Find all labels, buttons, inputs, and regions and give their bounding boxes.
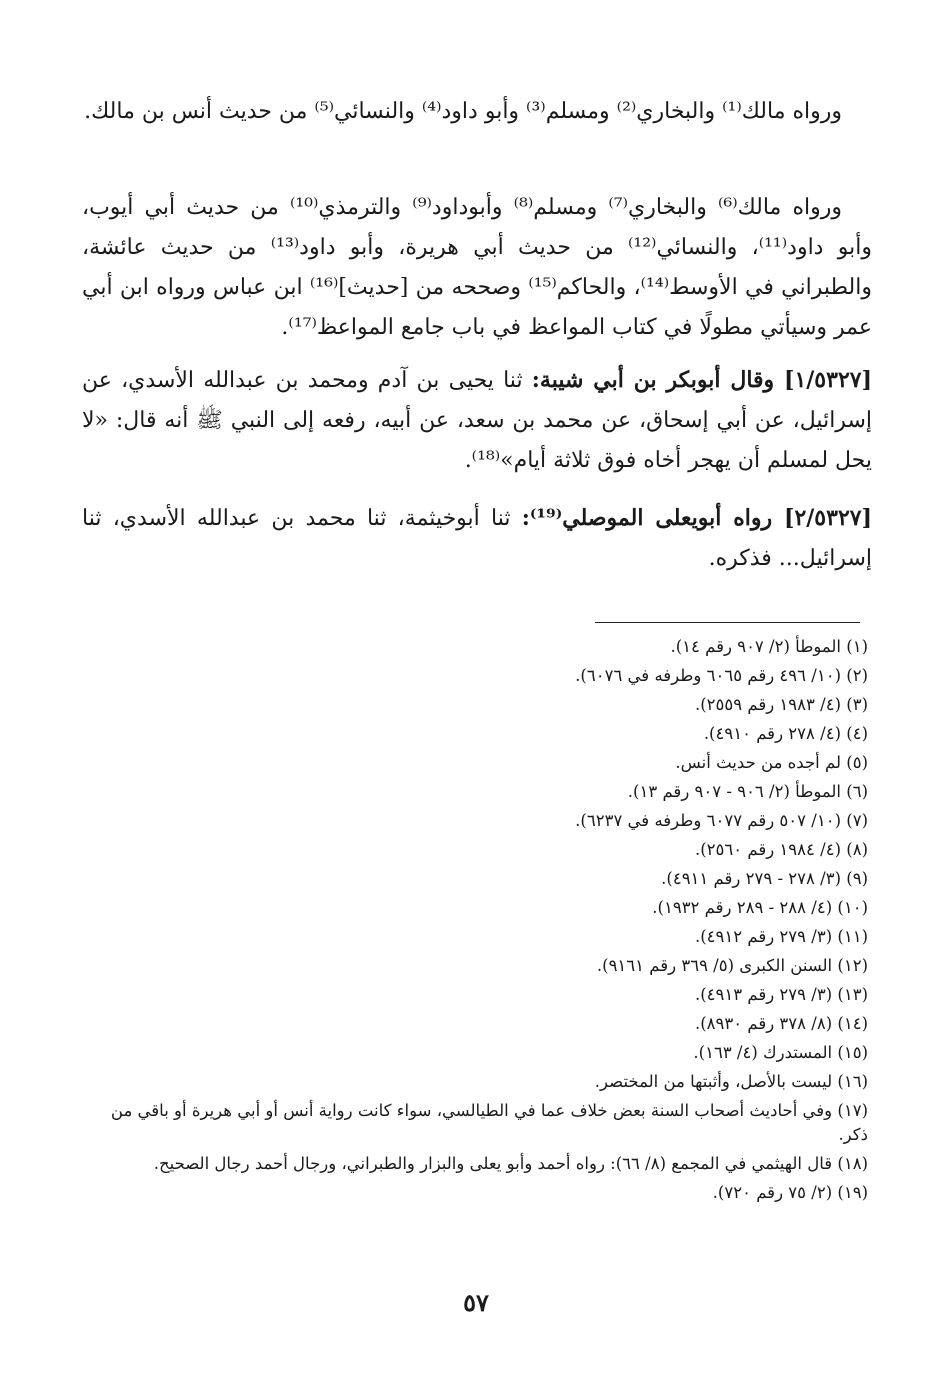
paragraph-text: ورواه مالك⁽¹⁾ والبخاري⁽²⁾ ومسلم⁽³⁾ وأبو داود⁽⁴⁾ والنسائي⁽⁵⁾ من حديث أنس بن مالك. [84, 99, 842, 124]
footnote: (٣) (٤/ ١٩٨٣ رقم ٢٥٥٩). [694, 695, 868, 714]
footnote: (١) الموطأ (٢/ ٩٠٧ رقم ١٤). [670, 637, 868, 656]
footnote: (١٣) (٣/ ٢٧٩ رقم ٤٩١٣). [694, 985, 868, 1004]
footnote: (٢) (١٠/ ٤٩٦ رقم ٦٠٦٥ وطرفه في ٦٠٧٦). [575, 666, 868, 685]
footnote: (١٢) السنن الكبرى (٥/ ٣٦٩ رقم ٩١٦١). [596, 956, 868, 975]
hadith-text: ثنا يحيى بن آدم ومحمد بن عبدالله الأسدي، عن إسرائيل، عن أبي إسحاق، عن محمد بن سعد، عن أبيه، رفعه إلى النبي ﷺ أنه قال: «لا يحل لمسلم أن يهجر أخاه فوق ثلاثة أيام»⁽¹⁸⁾. [82, 368, 872, 473]
footnote: (١٥) المستدرك (٤/ ١٦٣). [693, 1043, 868, 1062]
main-paragraph-2 [82, 188, 872, 348]
footnote-divider [595, 622, 860, 623]
hadith-text: ثنا أبوخيثمة، ثنا محمد بن عبدالله الأسدي، ثنا إسرائيل... فذكره. [82, 506, 872, 571]
footnote: (٨) (٤/ ١٩٨٤ رقم ٢٥٦٠). [694, 840, 868, 859]
footnote: (٤) (٤/ ٢٧٨ رقم ٤٩١٠). [703, 724, 868, 743]
hadith-entry-1 [82, 360, 872, 481]
footnote: (٧) (١٠/ ٥٠٧ رقم ٦٠٧٧ وطرفه في ٦٢٣٧). [575, 811, 868, 830]
footnote: (١٦) ليست بالأصل، وأثبتها من المختصر. [594, 1072, 868, 1091]
footnote: (١٠) (٤/ ٢٨٨ - ٢٨٩ رقم ١٩٣٢). [652, 898, 868, 917]
footnote: (٥) لم أجده من حديث أنس. [675, 753, 868, 772]
footnote: (١٧) وفي أحاديث أصحاب السنة بعض خلاف عما في الطيالسي، سواء كانت رواية أنس أو أبي هريرة أو باقي من ذكر. [110, 1101, 868, 1144]
footnote: (١٤) (٨/ ٣٧٨ رقم ٨٩٣٠). [694, 1014, 868, 1033]
footnote: (١١) (٣/ ٢٧٩ رقم ٤٩١٢). [694, 927, 868, 946]
footnote: (٩) (٣/ ٢٧٨ - ٢٧٩ رقم ٤٩١١). [661, 869, 868, 888]
hadith-reference: [١/٥٣٢٧] وقال أبوبكر بن أبي شيبة: [531, 367, 872, 393]
footnote: (١٩) (٢/ ٧٥ رقم ٧٢٠). [712, 1183, 868, 1202]
footnotes-list [88, 632, 868, 1207]
main-paragraph-1 [82, 92, 872, 132]
footnote: (١٨) قال الهيثمي في المجمع (٨/ ٦٦): رواه أحمد وأبو يعلى والبزار والطبراني، ورجال أحمد رجال الصحيح. [153, 1154, 868, 1173]
hadith-reference: [٢/٥٣٢٧] رواه أبويعلى الموصلي⁽¹⁹⁾: [521, 505, 872, 531]
footnote: (٦) الموطأ (٢/ ٩٠٦ - ٩٠٧ رقم ١٣). [627, 782, 868, 801]
page-number: ٥٧ [463, 1288, 489, 1317]
hadith-entry-2 [82, 498, 872, 579]
paragraph-text: ورواه مالك⁽⁶⁾ والبخاري⁽⁷⁾ ومسلم⁽⁸⁾ وأبوداود⁽⁹⁾ والترمذي⁽¹⁰⁾ من حديث أبي أيوب، وأبو داود⁽¹¹⁾، والنسائي⁽¹²⁾ من حديث أبي هريرة، وأبو داود⁽¹³⁾ من حديث عائشة، والطبراني في الأوسط⁽¹⁴⁾، والحاكم⁽¹⁵⁾ وصححه من [حديث]⁽¹⁶⁾ ابن عباس ورواه ابن أبي عمر وسيأتي مطولًا في كتاب المواعظ في باب جامع المواعظ⁽¹⁷⁾. [82, 195, 872, 340]
